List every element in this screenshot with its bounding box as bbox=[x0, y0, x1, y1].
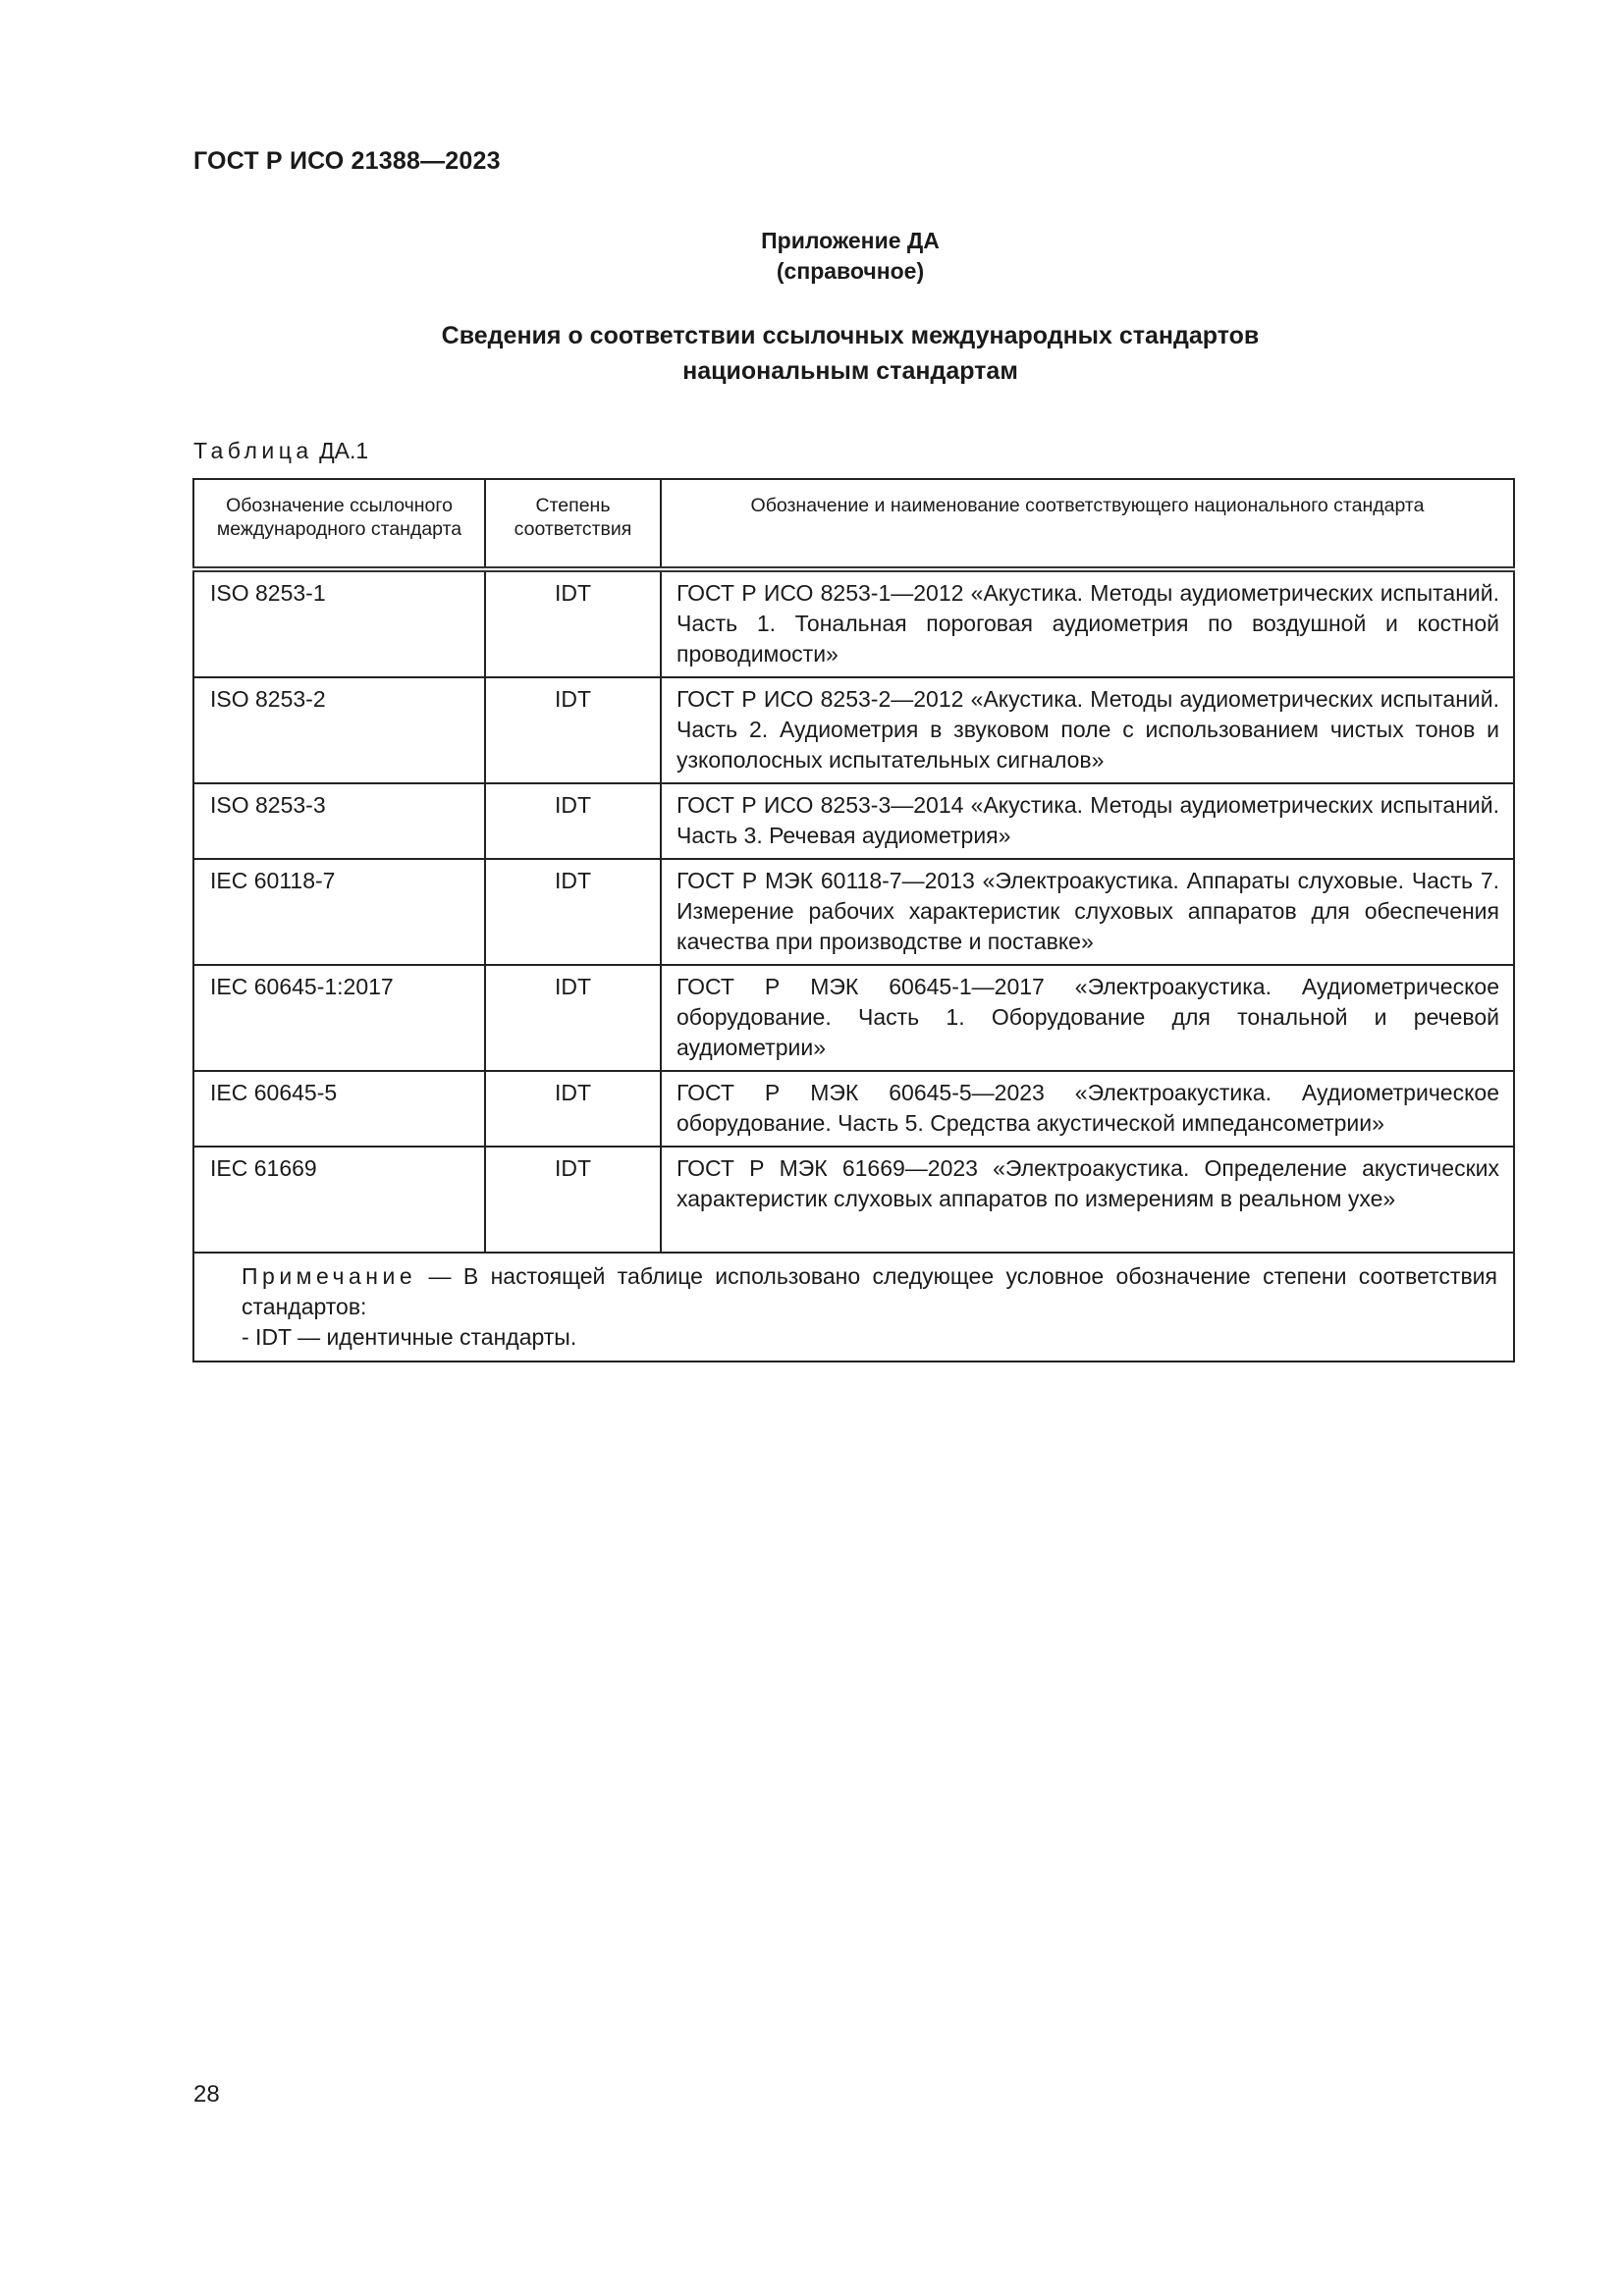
cell-intl-standard: ISO 8253-3 bbox=[193, 783, 485, 859]
document-code: ГОСТ Р ИСО 21388—2023 bbox=[193, 147, 501, 175]
header-national-standard: Обозначение и наименование соответствующего национального стандарта bbox=[661, 479, 1514, 569]
cell-intl-standard: IEC 60645-1:2017 bbox=[193, 965, 485, 1071]
cell-degree: IDT bbox=[485, 569, 661, 677]
table-caption-number: ДА.1 bbox=[319, 438, 369, 463]
annex-subtitle: (справочное) bbox=[776, 258, 925, 284]
table-row bbox=[193, 569, 1514, 677]
note-text: — В настоящей таблице использовано следующее условное обозначение степени соответствия стандартов: bbox=[242, 1263, 1497, 1319]
cell-intl-standard: ISO 8253-1 bbox=[193, 569, 485, 677]
table-caption bbox=[193, 438, 368, 464]
header-intl-standard: Обозначение ссылочного международного стандарта bbox=[193, 479, 485, 569]
cell-degree: IDT bbox=[485, 965, 661, 1071]
cell-degree: IDT bbox=[485, 677, 661, 783]
table-note-row bbox=[193, 1253, 1514, 1362]
page-number: 28 bbox=[193, 2081, 220, 2108]
table-row bbox=[193, 677, 1514, 783]
table-row bbox=[193, 1147, 1514, 1253]
cell-intl-standard: IEC 60645-5 bbox=[193, 1071, 485, 1147]
standards-table bbox=[192, 478, 1515, 1362]
header-degree: Степень соответствия bbox=[485, 479, 661, 569]
annex-title: Приложение ДА bbox=[761, 228, 940, 253]
section-heading-line1: Сведения о соответствии ссылочных международных стандартов bbox=[441, 322, 1260, 349]
table-row bbox=[193, 859, 1514, 965]
cell-intl-standard: ISO 8253-2 bbox=[193, 677, 485, 783]
table-header-row bbox=[193, 479, 1514, 569]
table-caption-word: Таблица bbox=[193, 438, 313, 463]
section-heading bbox=[0, 318, 1624, 389]
table-row bbox=[193, 1071, 1514, 1147]
cell-national-standard: ГОСТ Р МЭК 61669—2023 «Электроакустика. Определение акустических характеристик слуховых аппаратов по измерениям в реальном ухе» bbox=[661, 1147, 1514, 1253]
table-note bbox=[193, 1253, 1514, 1362]
cell-degree: IDT bbox=[485, 1071, 661, 1147]
cell-national-standard: ГОСТ Р ИСО 8253-3—2014 «Акустика. Методы аудиометрических испытаний. Часть 3. Речевая аудиометрия» bbox=[661, 783, 1514, 859]
note-label: Примечание bbox=[242, 1263, 417, 1289]
table-row bbox=[193, 783, 1514, 859]
table-row bbox=[193, 965, 1514, 1071]
cell-national-standard: ГОСТ Р МЭК 60645-1—2017 «Электроакустика. Аудиометрическое оборудование. Часть 1. Оборудование для тональной и речевой аудиометрии» bbox=[661, 965, 1514, 1071]
cell-intl-standard: IEC 60118-7 bbox=[193, 859, 485, 965]
section-heading-line2: национальным стандартам bbox=[682, 357, 1018, 385]
cell-national-standard: ГОСТ Р МЭК 60118-7—2013 «Электроакустика. Аппараты слуховые. Часть 7. Измерение рабочих характеристик слуховых аппаратов для обеспечения качества при производстве и поставке» bbox=[661, 859, 1514, 965]
cell-degree: IDT bbox=[485, 783, 661, 859]
cell-degree: IDT bbox=[485, 859, 661, 965]
cell-national-standard: ГОСТ Р МЭК 60645-5—2023 «Электроакустика. Аудиометрическое оборудование. Часть 5. Средства акустической импедансометрии» bbox=[661, 1071, 1514, 1147]
cell-national-standard: ГОСТ Р ИСО 8253-1—2012 «Акустика. Методы аудиометрических испытаний. Часть 1. Тональная пороговая аудиометрия по воздушной и костной проводимости» bbox=[661, 569, 1514, 677]
cell-degree: IDT bbox=[485, 1147, 661, 1253]
cell-intl-standard: IEC 61669 bbox=[193, 1147, 485, 1253]
note-item: - IDT — идентичные стандарты. bbox=[242, 1324, 577, 1350]
cell-national-standard: ГОСТ Р ИСО 8253-2—2012 «Акустика. Методы аудиометрических испытаний. Часть 2. Аудиометрия в звуковом поле с использованием чистых тонов и узкополосных испытательных сигналов» bbox=[661, 677, 1514, 783]
